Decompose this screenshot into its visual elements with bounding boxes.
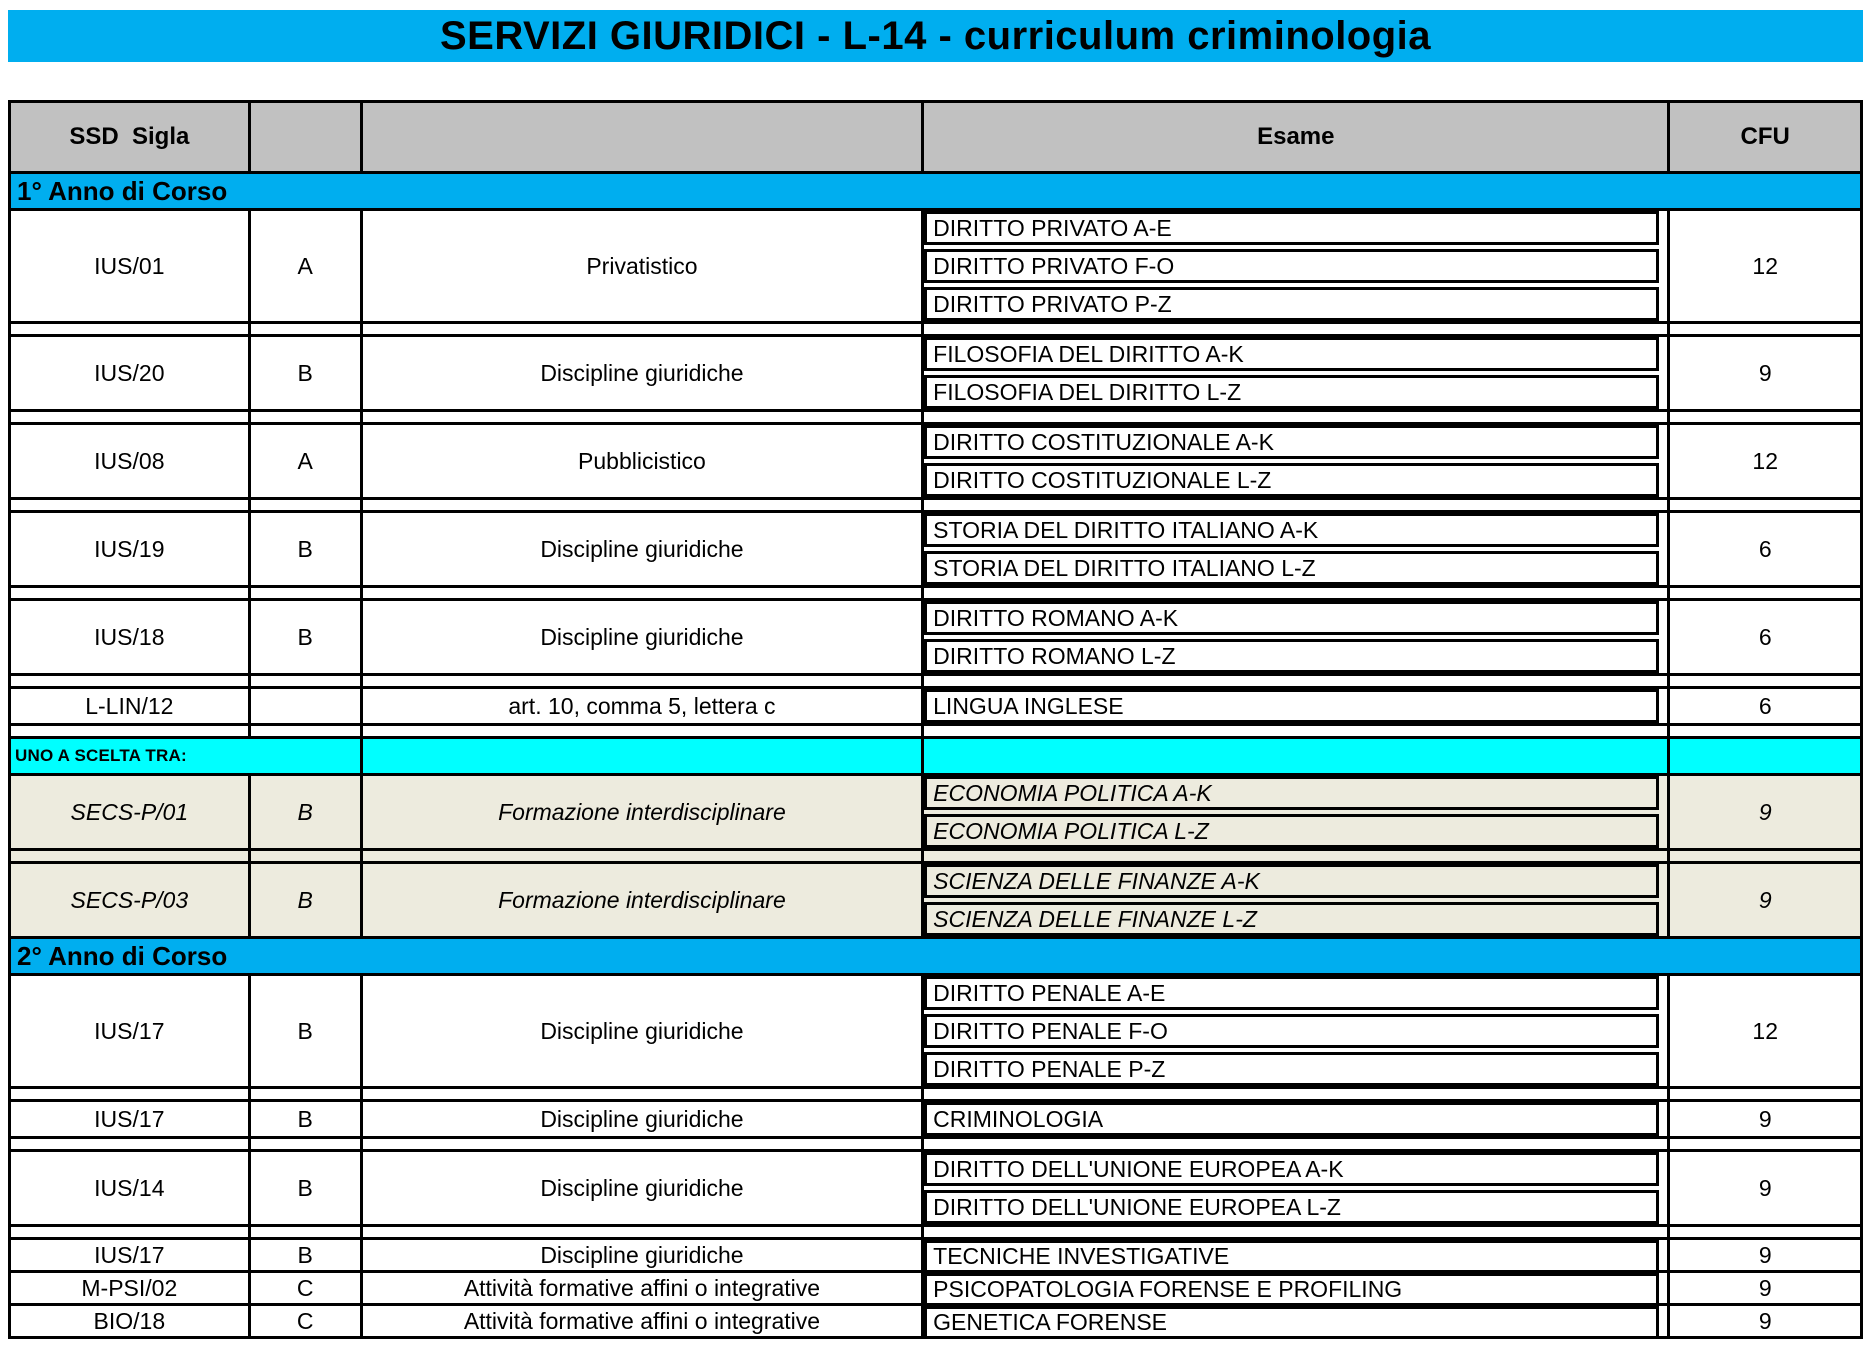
- exam-box: LINGUA INGLESE: [924, 689, 1659, 723]
- exam-box: DIRITTO PENALE P-Z: [924, 1052, 1659, 1086]
- spacer-cell-esame: [924, 851, 1667, 861]
- spacer-cell-ssd: [11, 412, 248, 422]
- section-label: 2° Anno di Corso: [11, 939, 1860, 973]
- spacer-cell-ssd: [11, 676, 248, 686]
- spacer-row: [11, 412, 1860, 422]
- tipo-cell: [251, 689, 360, 723]
- header-ssd-sigla: SSD Sigla: [11, 103, 248, 171]
- spacer-cell-cfu: [1670, 500, 1860, 510]
- exam-box: DIRITTO ROMANO A-K: [924, 601, 1659, 635]
- cfu-cell: 6: [1670, 513, 1860, 585]
- exams-cell: [924, 689, 1667, 723]
- exams-cell: [924, 776, 1667, 848]
- spacer-cell-ssd: [11, 1139, 248, 1149]
- area-cell: Privatistico: [363, 211, 921, 321]
- section-row: [11, 939, 1860, 973]
- spacer-cell-cfu: [1670, 676, 1860, 686]
- ssd-cell: IUS/20: [11, 337, 248, 409]
- ssd-cell: M-PSI/02: [11, 1273, 248, 1303]
- spacer-cell-ssd: [11, 851, 248, 861]
- spacer-cell-tipo: [251, 588, 360, 598]
- choice-row: [11, 739, 1860, 773]
- exams-cell: [924, 601, 1667, 673]
- ssd-cell: SECS-P/03: [11, 864, 248, 936]
- course-row: [11, 1273, 1860, 1303]
- spacer-cell-area: [363, 726, 921, 736]
- spacer-cell-ssd: [11, 1227, 248, 1237]
- spacer-cell-area: [363, 1089, 921, 1099]
- tipo-cell: B: [251, 1240, 360, 1270]
- spacer-cell-cfu: [1670, 1089, 1860, 1099]
- curriculum-table: [8, 100, 1863, 1339]
- spacer-cell-esame: [924, 500, 1667, 510]
- exams-cell: [924, 1306, 1667, 1336]
- exam-box: GENETICA FORENSE: [924, 1306, 1659, 1336]
- cfu-cell: 9: [1670, 337, 1860, 409]
- spacer-row: [11, 588, 1860, 598]
- cfu-cell: 6: [1670, 601, 1860, 673]
- tipo-cell: A: [251, 211, 360, 321]
- spacer-cell-area: [363, 1139, 921, 1149]
- choice-empty-esame: [924, 739, 1667, 773]
- area-cell: Discipline giuridiche: [363, 601, 921, 673]
- exams-cell: [924, 1240, 1667, 1270]
- course-row: [11, 337, 1860, 409]
- exams-cell: [924, 1102, 1667, 1136]
- area-cell: Discipline giuridiche: [363, 976, 921, 1086]
- choice-label: UNO A SCELTA TRA:: [11, 739, 360, 773]
- ssd-cell: IUS/17: [11, 976, 248, 1086]
- cfu-cell: 9: [1670, 776, 1860, 848]
- header-cfu: CFU: [1670, 103, 1860, 171]
- tipo-cell: C: [251, 1273, 360, 1303]
- area-cell: Formazione interdisciplinare: [363, 864, 921, 936]
- exams-cell: [924, 864, 1667, 936]
- exam-box: DIRITTO DELL'UNIONE EUROPEA A-K: [924, 1152, 1659, 1186]
- exam-box: DIRITTO PENALE F-O: [924, 1014, 1659, 1048]
- tipo-cell: B: [251, 601, 360, 673]
- tipo-cell: B: [251, 976, 360, 1086]
- course-row: [11, 689, 1860, 723]
- header-esame: Esame: [924, 103, 1667, 171]
- spacer-cell-area: [363, 676, 921, 686]
- tipo-cell: B: [251, 776, 360, 848]
- spacer-cell-tipo: [251, 1139, 360, 1149]
- exam-box: PSICOPATOLOGIA FORENSE E PROFILING: [924, 1273, 1659, 1303]
- exam-box: FILOSOFIA DEL DIRITTO A-K: [924, 337, 1659, 371]
- ssd-cell: IUS/17: [11, 1240, 248, 1270]
- course-row: [11, 1152, 1860, 1224]
- area-cell: Discipline giuridiche: [363, 1102, 921, 1136]
- spacer-cell-ssd: [11, 324, 248, 334]
- exams-cell: [924, 211, 1667, 321]
- course-row: [11, 601, 1860, 673]
- spacer-cell-ssd: [11, 726, 248, 736]
- cfu-cell: 12: [1670, 976, 1860, 1086]
- area-cell: Pubblicistico: [363, 425, 921, 497]
- spacer-row: [11, 500, 1860, 510]
- exams-cell: [924, 337, 1667, 409]
- exams-cell: [924, 1152, 1667, 1224]
- cfu-cell: 9: [1670, 1240, 1860, 1270]
- exams-cell: [924, 425, 1667, 497]
- spacer-row: [11, 324, 1860, 334]
- ssd-cell: BIO/18: [11, 1306, 248, 1336]
- section-row: [11, 174, 1860, 208]
- spacer-cell-tipo: [251, 1089, 360, 1099]
- exam-box: SCIENZA DELLE FINANZE A-K: [924, 864, 1659, 898]
- spacer-cell-area: [363, 324, 921, 334]
- exam-box: ECONOMIA POLITICA L-Z: [924, 814, 1659, 848]
- spacer-cell-area: [363, 500, 921, 510]
- spacer-cell-esame: [924, 324, 1667, 334]
- spacer-cell-esame: [924, 1227, 1667, 1237]
- spacer-cell-cfu: [1670, 1139, 1860, 1149]
- tipo-cell: B: [251, 864, 360, 936]
- ssd-cell: IUS/19: [11, 513, 248, 585]
- spacer-cell-ssd: [11, 588, 248, 598]
- exam-box: TECNICHE INVESTIGATIVE: [924, 1240, 1659, 1270]
- tipo-cell: B: [251, 513, 360, 585]
- exams-cell: [924, 1273, 1667, 1303]
- ssd-cell: IUS/08: [11, 425, 248, 497]
- exams-cell: [924, 976, 1667, 1086]
- course-row: [11, 513, 1860, 585]
- ssd-cell: IUS/14: [11, 1152, 248, 1224]
- spacer-row: [11, 1227, 1860, 1237]
- exams-cell: [924, 513, 1667, 585]
- exam-box: SCIENZA DELLE FINANZE L-Z: [924, 902, 1659, 936]
- exam-box: DIRITTO DELL'UNIONE EUROPEA L-Z: [924, 1190, 1659, 1224]
- area-cell: Attività formative affini o integrative: [363, 1306, 921, 1336]
- cfu-cell: 9: [1670, 1306, 1860, 1336]
- spacer-cell-cfu: [1670, 851, 1860, 861]
- spacer-cell-cfu: [1670, 1227, 1860, 1237]
- area-cell: Discipline giuridiche: [363, 513, 921, 585]
- exam-box: CRIMINOLOGIA: [924, 1102, 1659, 1136]
- spacer-cell-tipo: [251, 324, 360, 334]
- area-cell: Discipline giuridiche: [363, 1240, 921, 1270]
- spacer-cell-tipo: [251, 676, 360, 686]
- tipo-cell: B: [251, 1102, 360, 1136]
- course-row: [11, 211, 1860, 321]
- spacer-row: [11, 726, 1860, 736]
- exam-box: FILOSOFIA DEL DIRITTO L-Z: [924, 375, 1659, 409]
- spacer-cell-cfu: [1670, 588, 1860, 598]
- spacer-cell-tipo: [251, 412, 360, 422]
- cfu-cell: 12: [1670, 211, 1860, 321]
- spacer-cell-esame: [924, 676, 1667, 686]
- spacer-cell-esame: [924, 588, 1667, 598]
- exam-box: DIRITTO PRIVATO F-O: [924, 249, 1659, 283]
- spacer-cell-tipo: [251, 500, 360, 510]
- cfu-cell: 6: [1670, 689, 1860, 723]
- tipo-cell: B: [251, 337, 360, 409]
- spacer-cell-tipo: [251, 851, 360, 861]
- course-row: [11, 776, 1860, 848]
- spacer-cell-esame: [924, 726, 1667, 736]
- choice-empty-area: [363, 739, 921, 773]
- exam-box: DIRITTO PRIVATO A-E: [924, 211, 1659, 245]
- ssd-cell: SECS-P/01: [11, 776, 248, 848]
- course-row: [11, 1306, 1860, 1336]
- spacer-cell-area: [363, 1227, 921, 1237]
- course-row: [11, 864, 1860, 936]
- tipo-cell: A: [251, 425, 360, 497]
- course-row: [11, 1240, 1860, 1270]
- area-cell: Discipline giuridiche: [363, 337, 921, 409]
- exam-box: DIRITTO COSTITUZIONALE L-Z: [924, 463, 1659, 497]
- exam-box: DIRITTO COSTITUZIONALE A-K: [924, 425, 1659, 459]
- spacer-row: [11, 1139, 1860, 1149]
- exam-box: DIRITTO PRIVATO P-Z: [924, 287, 1659, 321]
- spacer-cell-area: [363, 851, 921, 861]
- spacer-cell-tipo: [251, 1227, 360, 1237]
- ssd-cell: IUS/17: [11, 1102, 248, 1136]
- course-row: [11, 976, 1860, 1086]
- spacer-row: [11, 676, 1860, 686]
- spacer-cell-area: [363, 412, 921, 422]
- course-row: [11, 425, 1860, 497]
- table-header-row: [11, 103, 1860, 171]
- spacer-row: [11, 851, 1860, 861]
- area-cell: art. 10, comma 5, lettera c: [363, 689, 921, 723]
- cfu-cell: 12: [1670, 425, 1860, 497]
- exam-box: ECONOMIA POLITICA A-K: [924, 776, 1659, 810]
- area-cell: Discipline giuridiche: [363, 1152, 921, 1224]
- cfu-cell: 9: [1670, 1152, 1860, 1224]
- spacer-cell-cfu: [1670, 324, 1860, 334]
- section-label: 1° Anno di Corso: [11, 174, 1860, 208]
- tipo-cell: B: [251, 1152, 360, 1224]
- spacer-cell-cfu: [1670, 726, 1860, 736]
- cfu-cell: 9: [1670, 864, 1860, 936]
- tipo-cell: C: [251, 1306, 360, 1336]
- spacer-cell-esame: [924, 1139, 1667, 1149]
- ssd-cell: IUS/18: [11, 601, 248, 673]
- spacer-cell-tipo: [251, 726, 360, 736]
- area-cell: Attività formative affini o integrative: [363, 1273, 921, 1303]
- header-tipo: [251, 103, 360, 171]
- spacer-cell-area: [363, 588, 921, 598]
- area-cell: Formazione interdisciplinare: [363, 776, 921, 848]
- page-title: [8, 10, 1863, 62]
- spacer-cell-esame: [924, 1089, 1667, 1099]
- choice-empty-cfu: [1670, 739, 1860, 773]
- course-row: [11, 1102, 1860, 1136]
- cfu-cell: 9: [1670, 1102, 1860, 1136]
- exam-box: STORIA DEL DIRITTO ITALIANO A-K: [924, 513, 1659, 547]
- spacer-row: [11, 1089, 1860, 1099]
- spacer-cell-cfu: [1670, 412, 1860, 422]
- ssd-cell: L-LIN/12: [11, 689, 248, 723]
- page-title-text: SERVIZI GIURIDICI - L-14 - curriculum criminologia: [439, 13, 1432, 58]
- ssd-cell: IUS/01: [11, 211, 248, 321]
- cfu-cell: 9: [1670, 1273, 1860, 1303]
- spacer-cell-ssd: [11, 1089, 248, 1099]
- header-area: [363, 103, 921, 171]
- exam-box: DIRITTO PENALE A-E: [924, 976, 1659, 1010]
- exam-box: DIRITTO ROMANO L-Z: [924, 639, 1659, 673]
- exam-box: STORIA DEL DIRITTO ITALIANO L-Z: [924, 551, 1659, 585]
- spacer-cell-ssd: [11, 500, 248, 510]
- spacer-cell-esame: [924, 412, 1667, 422]
